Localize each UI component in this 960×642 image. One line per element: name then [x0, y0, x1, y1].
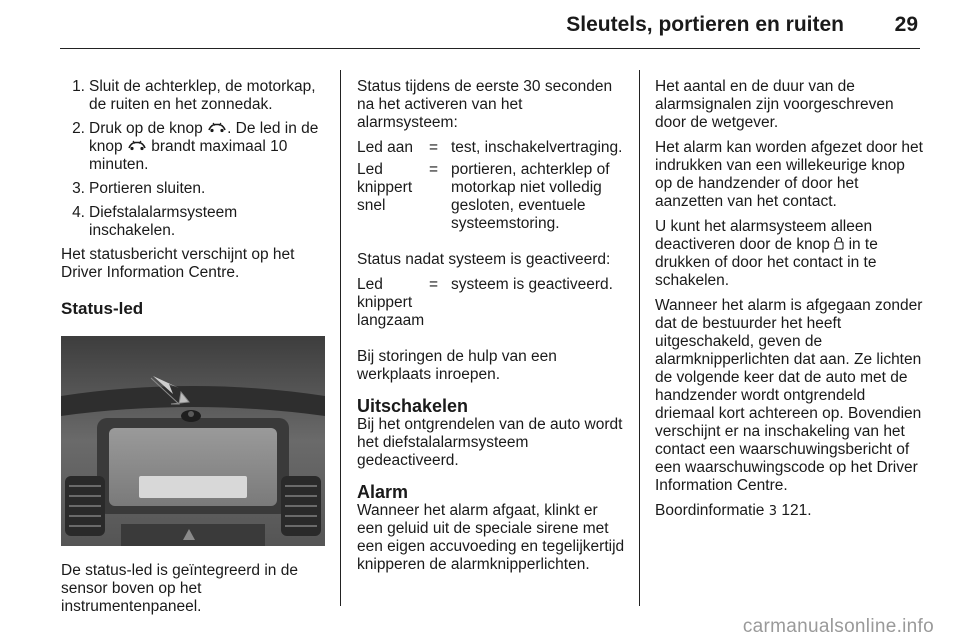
list-item: 4. Diefstalalarmsysteem inschakelen.	[72, 204, 238, 239]
lock-icon	[834, 236, 844, 250]
status-table-2	[357, 276, 625, 334]
section-heading-uitschakelen: Uitschakelen	[357, 396, 469, 416]
column-divider	[340, 70, 341, 606]
column-1	[61, 78, 325, 623]
list-item: 1. Sluit de achterklep, de motorkap, de ruiten en het zonnedak.	[72, 78, 316, 113]
reference-arrow-icon: 3	[768, 504, 778, 519]
alarm-text: Wanneer het alarm afgaat, klinkt er een geluid uit de speciale sirene met een eigen accuvoeding en tegelijkertijd knipperen de alarmknipperlichten.	[357, 502, 625, 573]
repair-text: Bij storingen de hulp van een werkplaats inroepen.	[357, 348, 557, 383]
dashboard-photo	[61, 336, 325, 546]
page-header	[60, 14, 920, 49]
section-heading-alarm: Alarm	[357, 482, 409, 502]
table-row: Led knippert langzaam = systeem is geactiveerd.	[357, 276, 613, 329]
paragraph: Het alarm kan worden afgezet door het indrukken van een willekeurige knop op de handzender of door het aanzetten van het contact.	[655, 139, 923, 210]
table-row: Led knippert snel = portieren, achterklep of motorkap niet volledig gesloten, eventuele systeemstoring.	[357, 161, 610, 232]
status-message-text: Het statusbericht verschijnt op het Driver Information Centre.	[61, 246, 295, 281]
paragraph: Wanneer het alarm is afgegaan zonder dat de bestuurder het heeft uitgeschakeld, geven de alarmknipperlichten dat aan. Ze lichten de volgende keer dat de auto met de handzender wordt ontgrendeld driemaal kort achtereen op. Bovendien verschijnt er na inschakeling van het contact een waarschuwingsbericht of een waarschuwingscode op het Driver Information Centre.	[655, 297, 923, 494]
list-item: 2. Druk op de knop . De led in de knop brandt maximaal 10 minuten.	[72, 120, 319, 173]
photo-caption: De status-led is geïntegreerd in de sensor boven op het instrumentenpaneel.	[61, 562, 298, 615]
column-divider	[639, 70, 640, 606]
steps-list	[61, 78, 325, 240]
dashboard-illustration	[61, 336, 325, 546]
car-alarm-icon	[207, 122, 227, 133]
column-2	[357, 78, 625, 581]
page-title: Sleutels, portieren en ruiten	[566, 13, 844, 36]
list-item: 3. Portieren sluiten.	[72, 180, 206, 197]
paragraph: Het aantal en de duur van de alarmsignalen zijn voorgeschreven door de wetgever.	[655, 78, 894, 131]
cross-reference[interactable]: Boordinformatie 3 121.	[655, 502, 812, 519]
status-intro: Status tijdens de eerste 30 seconden na het activeren van het alarmsysteem:	[357, 78, 613, 131]
page-number: 29	[894, 13, 918, 36]
car-alarm-icon	[127, 140, 147, 151]
column-3	[655, 78, 925, 528]
table-row: Led aan = test, inschakelvertraging.	[357, 139, 623, 156]
uitschakelen-text: Bij het ontgrendelen van de auto wordt het diefstalalarmsysteem gedeactiveerd.	[357, 416, 623, 469]
status-table-1	[357, 139, 625, 237]
watermark: carmanualsonline.info	[742, 616, 934, 637]
section-heading-status-led: Status-led	[61, 299, 144, 318]
paragraph: U kunt het alarmsysteem alleen deactiveren door de knop in te drukken of door het contact in te schakelen.	[655, 218, 878, 289]
status-intro-2: Status nadat systeem is geactiveerd:	[357, 251, 611, 268]
